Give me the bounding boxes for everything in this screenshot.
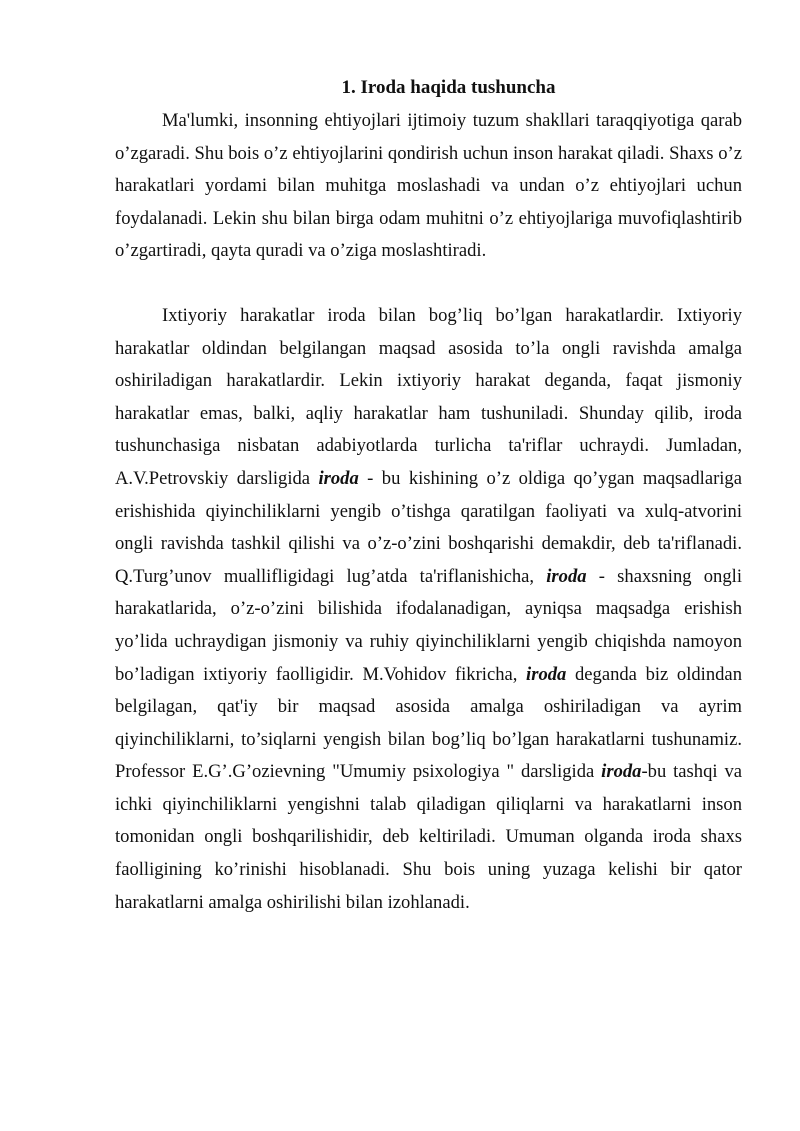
paragraph-intro: Ma'lumki, insonning ehtiyojlari ijtimoiy tuzum shakllari taraqqiyotiga qarab o’zgaradi. Shu bois o’z ehtiyojlarini qondirish uchun inson harakat qiladi. Shaxs o’z harakatlari yordami bilan muhitga moslashadi va undan o’z ehtiyojlari uchun foydalanadi. Lekin shu bilan birga odam muhitni o’z ehtiyojlariga muvofiqlashtirib o’zgartiradi, qayta quradi va o’ziga moslashtiradi.: [115, 110, 742, 262]
section-title: 1. Iroda haqida tushuncha: [341, 77, 556, 98]
term-iroda: iroda: [601, 761, 642, 783]
document-page: [115, 76, 742, 919]
text-segment: - shaxsning ongli harakatlarida, o’z-o’zini bilishida ifodalanadigan, ayniqsa maqsadga erishish yo’lida uchraydigan jismoniy va ruhiy qiyinchiliklarni yengib chiqishda namoyon bo’ladigan ixtiyoriy faolligidir. M.Vohidov fikricha,: [115, 565, 742, 685]
text-segment: -bu tashqi va ichki qiyinchiliklarni yengishni talab qiladigan qiliqlarni va harakatlarni inson tomonidan ongli boshqarilishidir, deb keltiriladi. Umuman olganda iroda shaxs faolligining ko’rinishi hisoblanadi. Shu bois uning yuzaga kelishi bir qator harakatlarni amalga oshirilishi bilan izohlanadi.: [115, 761, 742, 913]
term-iroda: iroda: [318, 467, 359, 489]
text-segment: deganda biz oldindan belgilagan, qat'iy bir maqsad asosida amalga oshiriladigan va ayrim qiyinchiliklarni, to’siqlarni yengish bilan bog’liq bo’lgan harakatlarni tushunamiz. Professor E.G’.G’ozievning "Umumiy psixologiya " darsligida: [115, 663, 742, 783]
text-segment: - bu kishining o’z oldiga qo’ygan maqsadlariga erishishida qiyinchiliklarni yengib o’tishga qaratilgan faoliyati va xulq-atvorini ongli ravishda tashkil qilishi va o’z-o’zini boshqarishi demakdir, deb ta'riflanadi. Q.Turg’unov muallifligidagi lug’atda ta'riflanishicha,: [115, 467, 742, 587]
paragraph-definitions: [115, 300, 742, 919]
term-iroda: iroda: [546, 565, 587, 587]
term-iroda: iroda: [526, 663, 567, 685]
text-segment: Ixtiyoriy harakatlar iroda bilan bog’liq bo’lgan harakatlardir. Ixtiyoriy harakatlar oldindan belgilangan maqsad asosida to’la ongli ravishda amalga oshiriladigan harakatlardir. Lekin ixtiyoriy harakat deganda, faqat jismoniy harakatlar emas, balki, aqliy harakatlar ham tushuniladi. Shunday qilib, iroda tushunchasiga nisbatan adabiyotlarda turlicha ta'riflar uchraydi. Jumladan, A.V.Petrovskiy darsligida: [115, 304, 742, 489]
